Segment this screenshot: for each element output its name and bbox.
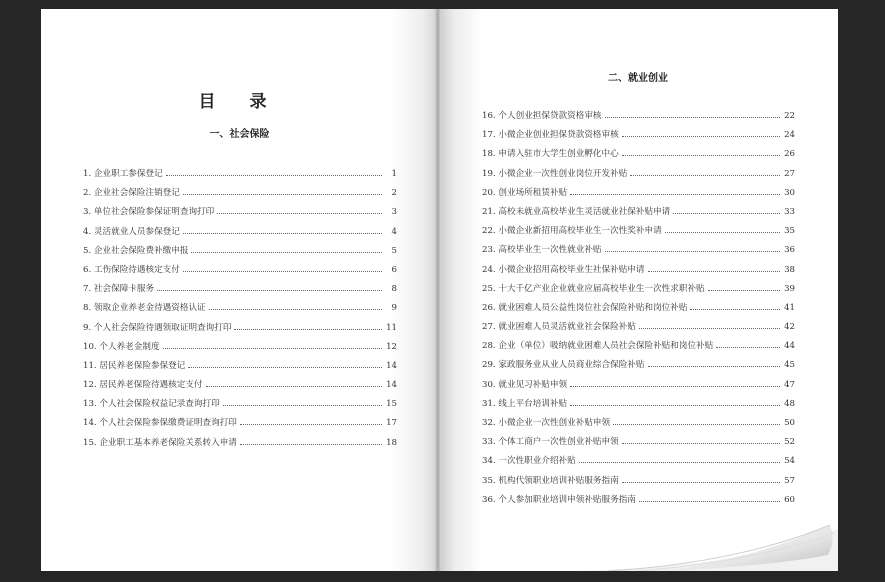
toc-entry-label: 28. 企业（单位）吸纳就业困难人员社会保险补贴和岗位补贴: [482, 341, 714, 352]
toc-entry-page-number: 5: [391, 245, 397, 256]
dot-leader: [570, 380, 780, 387]
toc-entry-label: 13. 个人社会保险权益记录查询打印: [83, 399, 220, 410]
toc-entry[interactable]: [83, 376, 397, 395]
toc-entry-page-number: 30: [784, 187, 795, 198]
toc-entry-label: 23. 高校毕业生一次性就业补贴: [482, 245, 602, 256]
toc-entry[interactable]: [482, 145, 795, 164]
toc-entry[interactable]: [482, 126, 795, 145]
toc-entry-label: 18. 申请入驻市大学生创业孵化中心: [482, 149, 619, 160]
toc-entry-page-number: 26: [784, 149, 795, 160]
toc-entry-page-number: 18: [386, 437, 397, 448]
dot-leader: [648, 265, 781, 272]
toc-entry-label: 29. 家政服务业从业人员商业综合保险补贴: [482, 360, 645, 371]
toc-entry-label: 26. 就业困难人员公益性岗位社会保险补贴和岗位补贴: [482, 302, 688, 313]
toc-entry[interactable]: [83, 261, 397, 280]
toc-entry[interactable]: [482, 107, 795, 126]
toc-entry-page-number: 14: [386, 360, 397, 371]
dot-leader: [209, 303, 382, 310]
toc-entry-page-number: 36: [784, 245, 795, 256]
toc-entry[interactable]: [482, 337, 795, 356]
toc-entry-label: 5. 企业社会保险费补缴申报: [83, 245, 189, 256]
toc-entry-label: 24. 小微企业招用高校毕业生社保补贴申请: [482, 264, 645, 275]
toc-entry-label: 2. 企业社会保险注销登记: [83, 188, 180, 199]
toc-entry-page-number: 57: [784, 475, 795, 486]
toc-entry-page-number: 1: [391, 169, 397, 179]
toc-entry-label: 4. 灵活就业人员参保登记: [83, 226, 180, 237]
toc-entry-label: 19. 小微企业一次性创业岗位开发补贴: [482, 168, 628, 179]
dot-leader: [183, 227, 382, 234]
toc-entry[interactable]: [83, 357, 397, 376]
toc-entry-label: 17. 小微企业创业担保贷款资格审核: [482, 130, 619, 141]
dot-leader: [157, 284, 382, 291]
toc-entry-label: 32. 小微企业一次性创业补贴申领: [482, 418, 611, 428]
toc-entry-page-number: 22: [784, 111, 795, 121]
toc-entry[interactable]: [83, 203, 397, 222]
toc-entry-page-number: 2: [391, 188, 397, 199]
toc-entry-label: 20. 创业场所租赁补贴: [482, 187, 568, 198]
toc-entry-label: 27. 就业困难人员灵活就业社会保险补贴: [482, 322, 636, 333]
dot-leader: [206, 380, 382, 387]
toc-entry[interactable]: [482, 222, 795, 241]
open-book: [41, 9, 838, 571]
toc-entry-page-number: 27: [784, 168, 795, 179]
toc-entry-label: 16. 个人创业担保贷款资格审核: [482, 111, 602, 121]
toc-entry[interactable]: [482, 376, 795, 395]
toc-entry[interactable]: [482, 165, 795, 184]
toc-entry[interactable]: [482, 241, 795, 260]
dot-leader: [622, 130, 780, 137]
toc-entry-page-number: 50: [784, 418, 795, 428]
toc-entry-page-number: 24: [784, 130, 795, 141]
toc-entry-page-number: 14: [386, 380, 397, 391]
toc-entry-page-number: 45: [784, 360, 795, 371]
toc-entry-page-number: 44: [784, 341, 795, 352]
dot-leader: [166, 169, 382, 176]
toc-entry-label: 10. 个人养老金制度: [83, 341, 160, 352]
toc-entry[interactable]: [482, 184, 795, 203]
toc-entry[interactable]: [83, 242, 397, 261]
toc-entry-page-number: 11: [386, 322, 397, 333]
toc-entry-label: 1. 企业职工参保登记: [83, 169, 163, 179]
dot-leader: [223, 399, 382, 406]
toc-entry-page-number: 6: [391, 264, 397, 275]
toc-entry[interactable]: [83, 434, 397, 453]
page-curl-graphic[interactable]: [578, 511, 838, 571]
dot-leader: [234, 323, 382, 330]
toc-entry[interactable]: [482, 395, 795, 414]
toc-entry-page-number: 3: [391, 207, 397, 218]
toc-entry[interactable]: [482, 433, 795, 452]
dot-leader: [622, 476, 780, 483]
dot-leader: [183, 188, 382, 195]
dot-leader: [191, 246, 382, 253]
toc-entry-label: 11. 居民养老保险参保登记: [83, 360, 186, 371]
toc-entry[interactable]: [83, 280, 397, 299]
toc-entry[interactable]: [482, 414, 795, 433]
toc-entry[interactable]: [482, 356, 795, 375]
dot-leader: [605, 111, 780, 118]
toc-entry[interactable]: [83, 414, 397, 433]
toc-entry-page-number: 60: [784, 494, 795, 505]
toc-entry-label: 12. 居民养老保险待遇核定支付: [83, 380, 203, 391]
toc-entry-page-number: 41: [784, 302, 795, 313]
toc-entry-page-number: 52: [784, 437, 795, 448]
toc-entry-page-number: 17: [386, 418, 397, 429]
toc-entry-page-number: 48: [784, 398, 795, 409]
dot-leader: [579, 456, 780, 463]
toc-entry-page-number: 38: [784, 264, 795, 275]
toc-entry-page-number: 39: [784, 283, 795, 294]
toc-entry-label: 35. 机构代领职业培训补贴服务指南: [482, 475, 619, 486]
toc-entry-label: 21. 高校未就业高校毕业生灵活就业社保补贴申请: [482, 206, 671, 217]
toc-entry[interactable]: [83, 184, 397, 203]
toc-entry-label: 3. 单位社会保险参保证明查询打印: [83, 207, 215, 218]
dot-leader: [639, 495, 780, 502]
toc-entry[interactable]: [482, 318, 795, 337]
toc-list-left: [83, 165, 397, 453]
toc-entry[interactable]: [83, 319, 397, 338]
section-heading-employment: 二、就业创业: [608, 73, 668, 84]
toc-entry-label: 6. 工伤保险待遇核定支付: [83, 264, 180, 275]
dot-leader: [217, 207, 382, 214]
toc-entry[interactable]: [482, 203, 795, 222]
dot-leader: [613, 418, 780, 425]
toc-entry-label: 14. 个人社会保险参保缴费证明查询打印: [83, 418, 237, 429]
dot-leader: [183, 265, 382, 272]
dot-leader: [622, 437, 780, 444]
toc-entry-label: 7. 社会保障卡服务: [83, 284, 155, 295]
toc-entry[interactable]: [482, 491, 795, 510]
toc-entry-label: 15. 企业职工基本养老保险关系转入申请: [83, 437, 237, 448]
dot-leader: [716, 341, 780, 348]
toc-entry[interactable]: [482, 472, 795, 491]
dot-leader: [570, 188, 780, 195]
dot-leader: [690, 303, 780, 310]
toc-entry-label: 33. 个体工商户一次性创业补贴申领: [482, 437, 619, 448]
toc-entry[interactable]: [482, 452, 795, 471]
toc-entry-label: 25. 十大千亿产业企业就业应届高校毕业生一次性求职补贴: [482, 283, 705, 294]
toc-entry-label: 9. 个人社会保险待遇领取证明查询打印: [83, 322, 232, 333]
toc-entry-label: 8. 领取企业养老金待遇资格认证: [83, 303, 206, 314]
toc-entry[interactable]: [482, 261, 795, 280]
toc-entry-page-number: 47: [784, 379, 795, 390]
toc-entry-page-number: 9: [391, 303, 397, 314]
toc-entry-page-number: 15: [386, 399, 397, 410]
toc-entry[interactable]: [482, 280, 795, 299]
dot-leader: [163, 342, 382, 349]
dot-leader: [605, 245, 780, 252]
toc-entry[interactable]: [83, 395, 397, 414]
section-heading-social-insurance: 一、社会保险: [209, 129, 270, 140]
dot-leader: [673, 207, 780, 214]
toc-entry-label: 31. 线上平台培训补贴: [482, 398, 568, 409]
toc-entry-page-number: 33: [784, 206, 795, 217]
dot-leader: [708, 284, 780, 291]
toc-entry[interactable]: [83, 338, 397, 357]
toc-entry[interactable]: [482, 299, 795, 318]
toc-title: 目 录: [198, 92, 281, 112]
toc-entry-page-number: 35: [784, 226, 795, 237]
toc-entry[interactable]: [83, 299, 397, 318]
dot-leader: [240, 418, 382, 425]
toc-entry-label: 30. 就业见习补贴申领: [482, 379, 568, 390]
dot-leader: [622, 149, 780, 156]
toc-entry-label: 36. 个人参加职业培训申领补贴服务指南: [482, 494, 636, 505]
dot-leader: [648, 360, 781, 367]
toc-entry-page-number: 42: [784, 322, 795, 333]
toc-entry-page-number: 4: [391, 226, 397, 237]
dot-leader: [570, 399, 780, 406]
toc-list-right: [482, 107, 795, 510]
toc-entry-label: 34. 一次性职业介绍补贴: [482, 456, 576, 467]
dot-leader: [639, 322, 780, 329]
toc-entry[interactable]: [83, 165, 397, 184]
toc-entry-page-number: 12: [386, 341, 397, 352]
toc-entry-label: 22. 小微企业新招用高校毕业生一次性奖补申请: [482, 226, 662, 237]
toc-entry-page-number: 8: [391, 284, 397, 295]
dot-leader: [240, 438, 382, 445]
dot-leader: [188, 361, 382, 368]
toc-entry-page-number: 54: [784, 456, 795, 467]
dot-leader: [665, 226, 780, 233]
dot-leader: [630, 169, 780, 176]
toc-entry[interactable]: [83, 223, 397, 242]
